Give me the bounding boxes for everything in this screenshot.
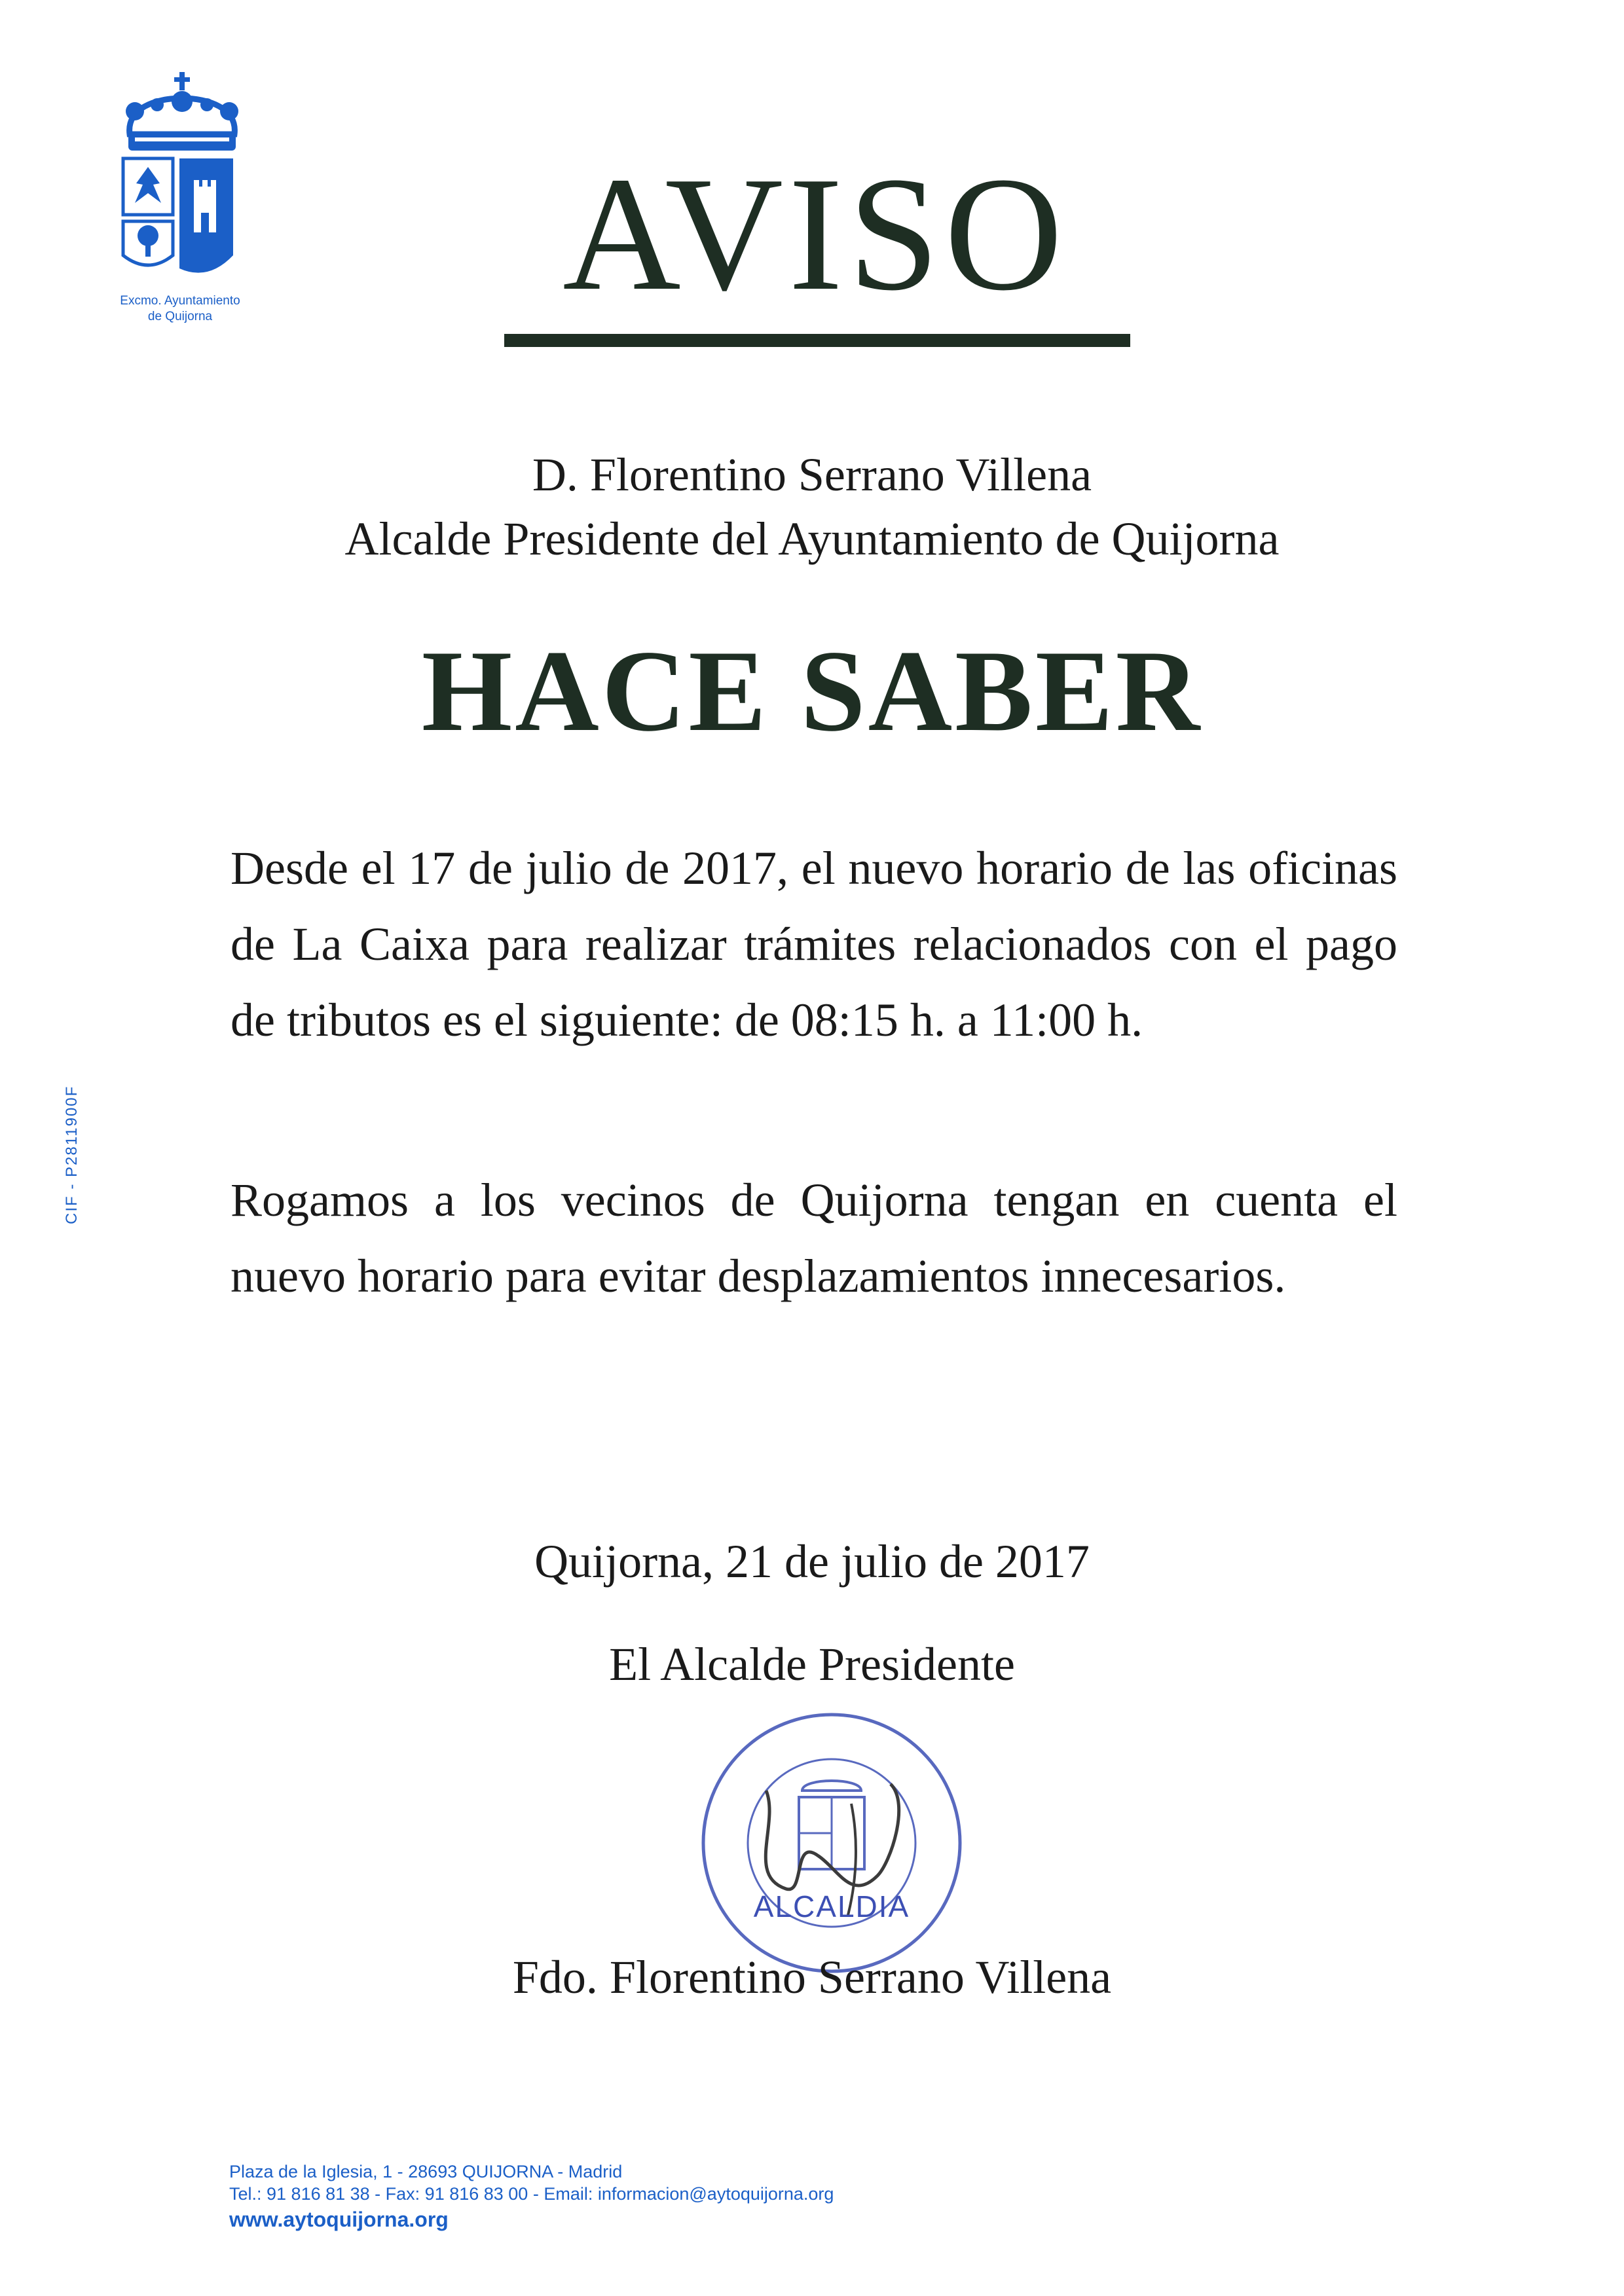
footer <box>229 2160 834 2234</box>
crest-caption <box>98 293 262 325</box>
notice-heading: AVISO <box>563 143 1068 325</box>
issuer-title: Alcalde Presidente del Ayuntamiento de Quijorna <box>344 513 1280 565</box>
footer-contact: Tel.: 91 816 81 38 - Fax: 91 816 83 00 - Email: informacion@aytoquijorna.org <box>229 2184 834 2204</box>
footer-address: Plaza de la Iglesia, 1 - 28693 QUIJORNA - Madrid <box>229 2162 623 2181</box>
stamp-seal-icon <box>694 1705 969 1980</box>
cif-side-text: CIF - P2811900F <box>63 1085 81 1224</box>
heading-underline <box>504 334 1130 347</box>
subheading: HACE SABER <box>421 626 1203 756</box>
signer-name: Fdo. Florentino Serrano Villena <box>512 1951 1112 2003</box>
official-stamp <box>694 1705 969 1980</box>
body-paragraph-2: Rogamos a los vecinos de Quijorna tengan en cuenta el nuevo horario para evitar desplazamientos innecesarios. <box>231 1174 1397 1302</box>
body-paragraph-1: Desde el 17 de julio de 2017, el nuevo horario de las oficinas de La Caixa para realizar trámites relacionados con el pago de tributos es el siguiente: de 08:15 h. a 11:00 h. <box>231 842 1397 1046</box>
crest-caption-line1: Excmo. Ayuntamiento <box>120 294 240 308</box>
signer-title: El Alcalde Presidente <box>609 1638 1015 1690</box>
place-and-date: Quijorna, 21 de julio de 2017 <box>534 1535 1090 1588</box>
issuer-name: D. Florentino Serrano Villena <box>532 448 1092 501</box>
footer-website[interactable]: www.aytoquijorna.org <box>229 2208 449 2231</box>
crest-caption-line2: de Quijorna <box>147 310 213 323</box>
stamp-center-text: ALCALDIA <box>753 1889 910 1923</box>
crest-icon <box>117 72 248 295</box>
